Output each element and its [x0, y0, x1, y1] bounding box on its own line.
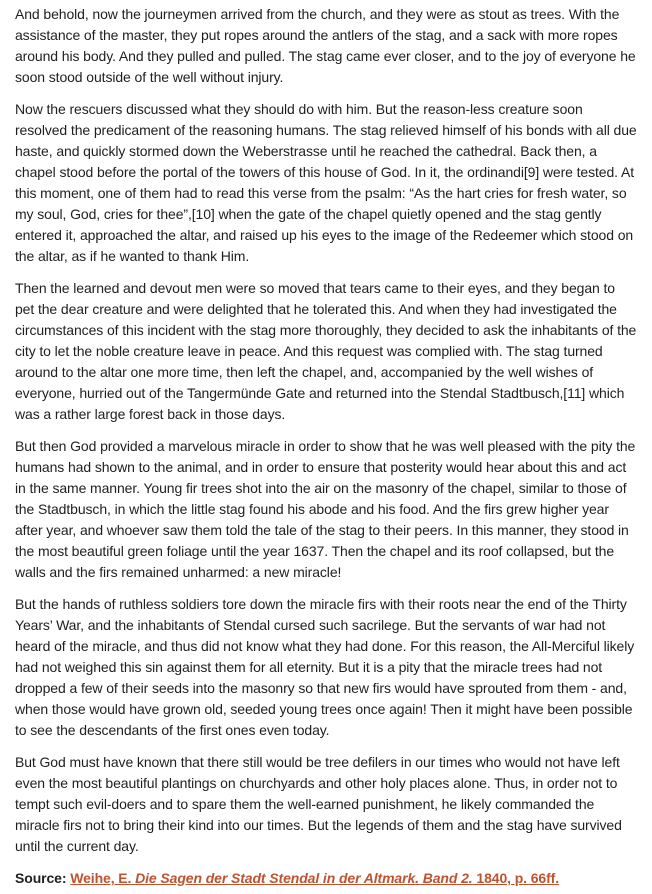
source-citation	[15, 868, 637, 889]
source-title: Die Sagen der Stadt Stendal in der Altmark. Band 2.	[135, 870, 473, 886]
source-link[interactable]	[70, 870, 559, 886]
paragraph-3: Then the learned and devout men were so moved that tears came to their eyes, and they began to pet the dear creature and were delighted that he tolerated this. And when they had investigated the circumstances of this incident with the stag more thoroughly, they decided to ask the inhabitants of the city to let the noble creature leave in peace. And this request was complied with. The stag turned around to the altar one more time, then left the chapel, and, accompanied by the well wishes of everyone, hurried out of the Tangermünde Gate and returned into the Stendal Stadtbusch,[11] which was a rather large forest back in those days.	[15, 280, 637, 422]
paragraph-2: Now the rescuers discussed what they should do with him. But the reason-less creature soon resolved the predicament of the reasoning humans. The stag relieved himself of his bonds with all due haste, and quickly stormed down the Weberstrasse until he reached the cathedral. Back then, a chapel stood before the portal of the towers of this house of God. In it, the ordinandi[9] were tested. At this moment, one of them had to read this verse from the psalm: “As the hart cries for fresh water, so my soul, God, cries for thee”,[10] when the gate of the chapel quietly opened and the stag gently entered it, approached the altar, and raised up his eyes to the image of the Redeemer which stood on the altar, as if he wanted to thank Him.	[15, 101, 637, 264]
source-label: Source:	[15, 870, 67, 886]
paragraph-6: But God must have known that there still would be tree defilers in our times who would not have left even the most beautiful plantings on churchyards and other holy places alone. Thus, in order not to tempt such evil-doers and to spare them the well-earned punishment, he likely commanded the miracle firs not to bring their kind into our times. But the legends of them and the stag have survived until the current day.	[15, 754, 622, 854]
source-author: Weihe, E.	[70, 870, 132, 886]
source-details: 1840, p. 66ff.	[476, 870, 560, 886]
paragraph-1: And behold, now the journeymen arrived from the church, and they were as stout as trees. With the assistance of the master, they put ropes around the antlers of the stag, and a sack with more ropes around his body. And they pulled and pulled. The stag came ever closer, and to the joy of everyone he soon stood outside of the well without injury.	[15, 6, 636, 85]
paragraph-5: But the hands of ruthless soldiers tore down the miracle firs with their roots near the end of the Thirty Years’ War, and the inhabitants of Stendal cursed such sacrilege. But the servants of war had not heard of the miracle, and thus did not know what they had done. For this reason, the All-Merciful likely had not weighed this sin against them for all eternity. But it is a pity that the miracle trees had not dropped a few of their seeds into the masonry so that new firs would have sprouted from them - and, when those would have grown old, seeded young trees once again! Then it might have been possible to see the descendants of the first ones even today.	[15, 596, 635, 738]
paragraph-4: But then God provided a marvelous miracle in order to show that he was well pleased with the pity the humans had shown to the animal, and in order to ensure that posterity would hear about this and act in the same manner. Young fir trees shot into the air on the masonry of the chapel, similar to those of the Stadtbusch, in which the little stag found his abode and his food. And the firs grew higher year after year, and whoever saw them told the tale of the stag to their peers. In this manner, they stood in the most beautiful green foliage until the year 1637. Then the chapel and its roof collapsed, but the walls and the firs remained unharmed: a new miracle!	[15, 438, 636, 580]
